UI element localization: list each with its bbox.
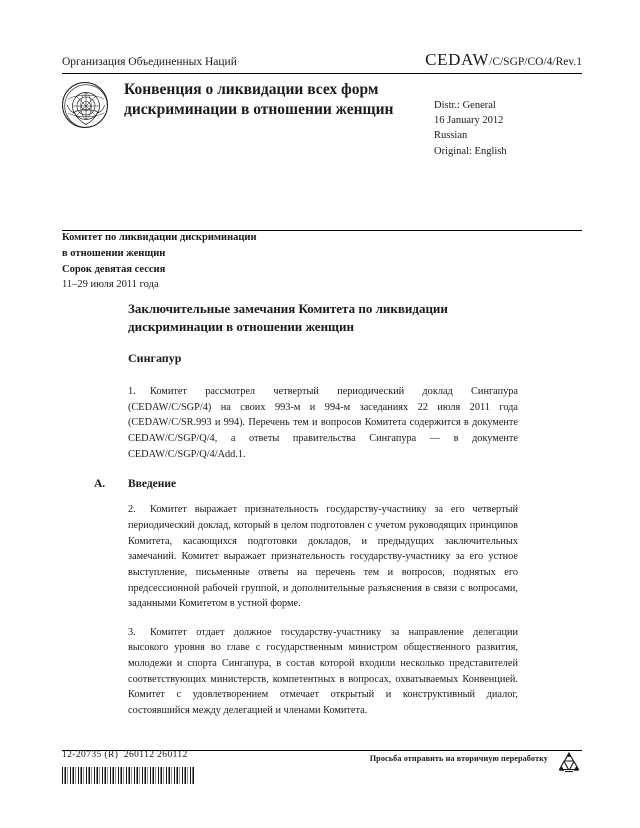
footer-left [62,748,194,784]
recycle-icon [556,750,582,776]
document-body [94,300,518,732]
committee-name-line1: Комитет по ликвидации дискриминации [62,232,257,243]
paragraph-text: Комитет выражает признательность государству-участнику за его четвертый периодический доклад, который в целом подготовлен с учетом руководящих принципов Комитета, касающихся подготовки докладов, и предыдущих заключительных замечаний. Комитет выражает признательность государству-участнику за его устное выступление, письменные ответы на перечень тем и вопросов, поднятых его предсессионной рабочей группой, и дополнительные разъяснения в связи с вопросами, заданными Комитетом в устной форме. [128,504,518,610]
country-heading: Сингапур [128,351,182,366]
document-header [62,50,582,159]
committee-session: Сорок девятая сессия [62,263,166,275]
distribution-block [434,78,582,159]
barcode [62,767,194,784]
convention-title: Конвенция о ликвидации всех форм дискриминации в отношении женщин [124,81,394,119]
distribution-type: Distr.: General [434,100,496,111]
document-footer [62,748,582,784]
paragraph-3 [128,625,518,719]
section-letter: A. [94,478,106,491]
paragraph-number: 2. [128,504,136,516]
page-title: Заключительные замечания Комитета по ликвидации дискриминации в отношении женщин [128,301,448,334]
distribution-date: 16 January 2012 [434,115,504,127]
document-symbol-suffix: /C/SGP/CO/4/Rev.1 [489,56,582,68]
paragraph-2 [128,502,518,611]
emblem-cell [62,78,124,159]
section-title: Введение [128,478,177,491]
distribution-original: Original: English [434,145,507,157]
un-emblem-icon [62,82,108,128]
footer-right [370,748,582,776]
job-code: 12-20735 (R) [62,750,119,760]
organization-name: Организация Объединенных Наций [62,56,237,68]
date-codes: 260112 260112 [123,750,188,760]
header-top-line [62,50,582,70]
document-symbol-main: CEDAW [425,50,490,69]
committee-block [62,230,402,293]
distribution-language: Russian [434,130,468,142]
recycle-note: Просьба отправить на вторичную переработку [369,754,548,763]
paragraph-number: 3. [128,626,136,638]
document-symbol [425,50,582,70]
paragraph-text: Комитет рассмотрел четвертый периодический доклад Сингапура (CEDAW/C/SGP/4) на своих 993-м и 994-м заседаниях 22 июля 2011 года (CEDAW/C/SR.993 и 994). Перечень тем и вопросов Комитета содержится в документе CEDAW/C/SGP/Q/4, а ответы правительства Сингапура — в документе CEDAW/C/SGP/Q/4/Add.1. [128,386,518,460]
section-heading-introduction [94,478,518,490]
header-body [62,78,582,159]
footer-codes [62,748,194,763]
committee-dates: 11–29 июля 2011 года [62,279,159,291]
header-divider [62,73,582,74]
paragraph-number: 1. [128,386,136,398]
committee-name-line2: в отношении женщин [62,247,166,259]
paragraph-text: Комитет отдает должное государству-участнику за направление делегации высокого уровня во главе с государственным министром общественного развития, молодежи и спорта Сингапура, в состав которой входили несколько представителей соответствующих министерств, компетентных в вопросах, охватываемых Конвенцией. Комитет с удовлетворением отмечает открытый и конструктивный диалог, состоявшийся между делегацией и членами Комитета. [128,626,518,716]
paragraph-1 [128,384,518,462]
